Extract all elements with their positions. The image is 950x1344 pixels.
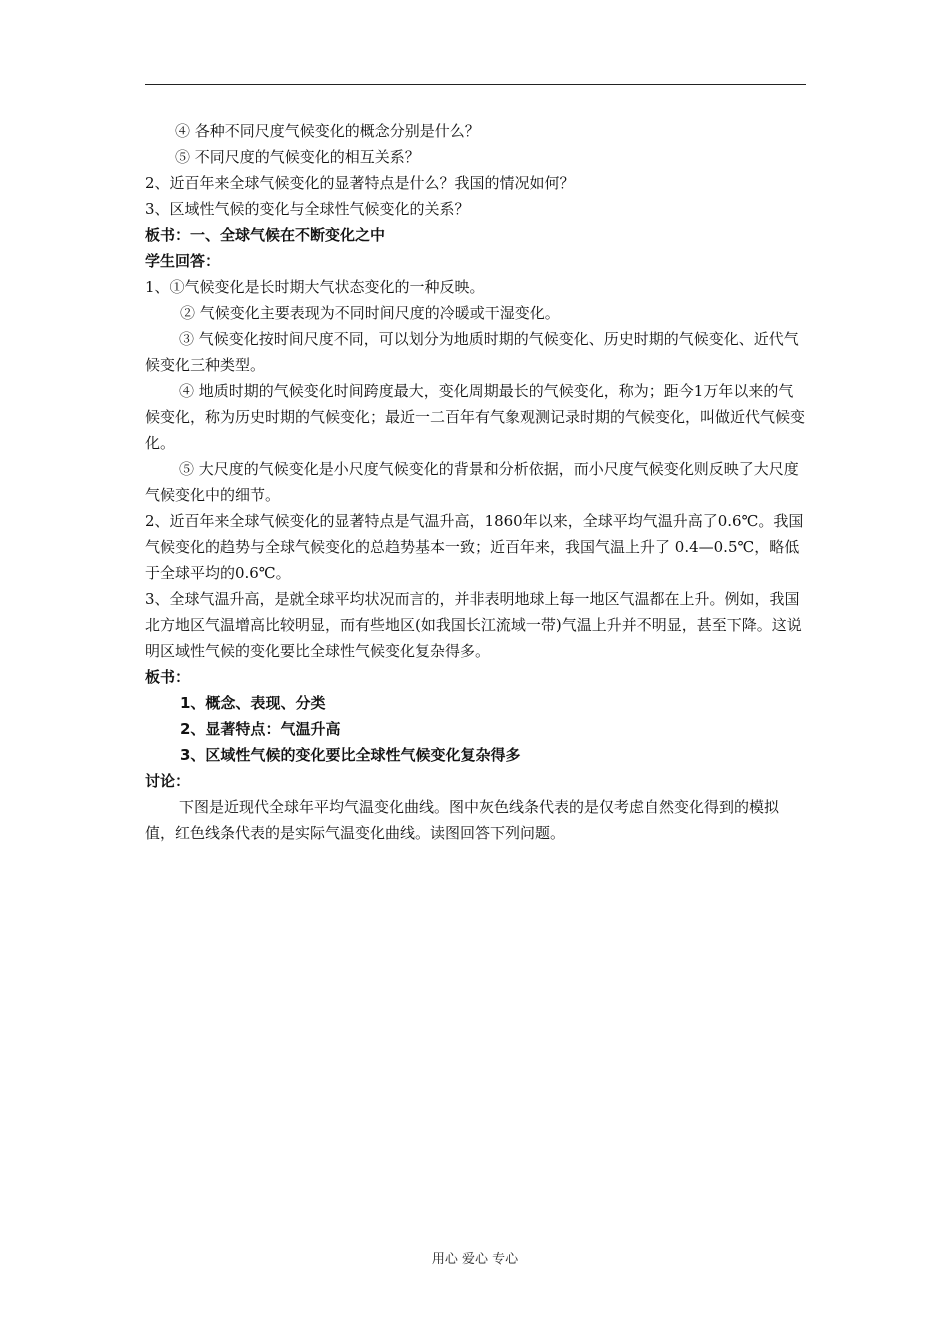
answer-1-5: ⑤ 大尺度的气候变化是小尺度气候变化的背景和分析依据，而小尺度气候变化则反映了大尺度气候变化中的细节。 xyxy=(145,460,799,504)
board-item-2: 2、显著特点：气温升高 xyxy=(180,720,341,738)
question-1-4: ④ 各种不同尺度气候变化的概念分别是什么？ xyxy=(175,122,480,140)
answer-3: 3、全球气温升高，是就全球平均状况而言的，并非表明地球上每一地区气温都在上升。例如，我国北方地区气温增高比较明显，而有些地区(如我国长江流域一带)气温上升并不明显，甚至下降。这说明区域性气候的变化要比全球性气候变化复杂得多。 xyxy=(145,590,802,660)
header-rule xyxy=(145,84,806,85)
discussion-text: 下图是近现代全球年平均气温变化曲线。图中灰色线条代表的是仅考虑自然变化得到的模拟值，红色线条代表的是实际气温变化曲线。读图回答下列问题。 xyxy=(145,798,780,842)
page-footer: 用心 爱心 专心 xyxy=(431,1252,519,1267)
question-1-5: ⑤ 不同尺度的气候变化的相互关系？ xyxy=(175,148,420,166)
board-item-3: 3、区域性气候的变化要比全球性气候变化复杂得多 xyxy=(180,746,521,764)
discussion-label: 讨论： xyxy=(145,772,191,790)
board-item-1: 1、概念、表现、分类 xyxy=(180,694,326,712)
document-body xyxy=(145,118,807,846)
board-heading-1: 板书：一、全球气候在不断变化之中 xyxy=(145,226,386,244)
question-3: 3、区域性气候的变化与全球性气候变化的关系？ xyxy=(145,200,470,218)
answer-1-1: 1、①气候变化是长时期大气状态变化的一种反映。 xyxy=(145,278,485,296)
board-heading-2: 板书： xyxy=(145,668,191,686)
student-answer-label: 学生回答： xyxy=(145,252,221,270)
answer-1-3: ③ 气候变化按时间尺度不同，可以划分为地质时期的气候变化、历史时期的气候变化、近代气候变化三种类型。 xyxy=(145,330,799,374)
answer-2: 2、近百年来全球气候变化的显著特点是气温升高，1860年以来，全球平均气温升高了0.6℃。我国气候变化的趋势与全球气候变化的总趋势基本一致；近百年来，我国气温上升了 0.4—0.5℃，略低于全球平均的0.6℃。 xyxy=(145,512,804,582)
answer-1-2: ② 气候变化主要表现为不同时间尺度的冷暖或干湿变化。 xyxy=(180,304,560,322)
question-2: 2、近百年来全球气候变化的显著特点是什么？我国的情况如何？ xyxy=(145,174,575,192)
answer-1-4: ④ 地质时期的气候变化时间跨度最大，变化周期最长的气候变化，称为；距今1万年以来的气候变化，称为历史时期的气候变化；最近一二百年有气象观测记录时期的气候变化，叫做近代气候变化。 xyxy=(145,382,806,452)
